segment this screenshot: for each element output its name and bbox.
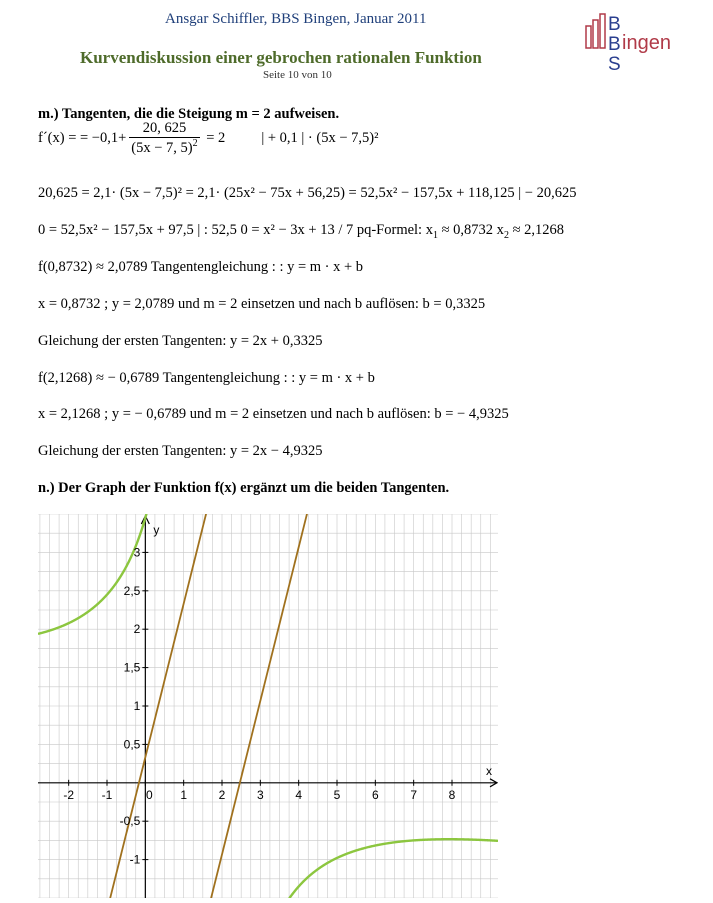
derivative-fraction [129,120,199,157]
derivative-lhs: f´(x) = = −0,1+ [38,129,127,146]
x-tick-label: 7 [410,787,418,802]
y-tick-label: 3 [133,545,141,560]
equation-line-3: 0 = 52,5x² − 157,5x + 97,5 | : 52,5 0 = x² − 3x + 13 / 7 pq-Formel: $x_1 \approx 0,8732$ $x_2 \approx 2,1268$ [38,222,565,241]
y-tick-label: -1 [129,852,141,867]
y-axis-label: y [153,523,160,537]
function-graph [38,514,498,898]
section-n-heading: n.) Der Graph der Funktion f(x) ergänzt um die beiden Tangenten. [38,480,450,496]
logo-letter-b1: B [608,14,621,35]
x-tick-label: 6 [371,787,379,802]
fraction-denominator: (5x − 7, 5)$^2$ [131,138,198,156]
x-tick-label: 0 [145,787,153,802]
derivative-operations: | + 0,1 | · (5x − 7,5)² [261,129,379,146]
x-tick-label: 3 [256,787,264,802]
x-tick-label: 5 [333,787,341,802]
equation-line-4: f(0,8732) ≈ 2,0789 Tangentengleichung : : y = m · x + b [38,259,364,275]
document-title: Kurvendiskussion einer gebrochen rationalen Funktion [80,48,482,67]
header-author: Ansgar Schiffler, BBS Bingen, Januar 2011 [165,11,427,27]
equation-line-6: Gleichung der ersten Tangenten: y = 2x + 0,3325 [38,333,323,349]
page-number: Seite 10 von 10 [263,69,332,81]
y-tick-label: 0,5 [123,737,141,752]
equation-line-9: Gleichung der ersten Tangenten: y = 2x − 4,9325 [38,443,323,459]
fraction-numerator: 20, 625 [129,120,199,138]
tick-labels [63,523,492,867]
function-curve-left [38,514,162,637]
y-tick-label: 2,5 [123,583,141,598]
equation-line-5: x = 0,8732 ; y = 2,0789 und m = 2 einsetzen und nach b auflösen: b = 0,3325 [38,296,486,312]
y-tick-label: 1,5 [123,660,141,675]
x-tick-label: -2 [63,787,75,802]
x-tick-label: -1 [101,787,113,802]
function-curve-right [257,839,498,898]
x-tick-label: 4 [295,787,303,802]
y-tick-label: 1 [133,699,141,713]
logo-word: ingen [622,32,671,54]
equation-line-8: x = 2,1268 ; y = − 0,6789 und m = 2 einsetzen und nach b auflösen: b = − 4,9325 [38,406,509,422]
y-tick-label: 2 [133,622,141,637]
equation-line-7: f(2,1268) ≈ − 0,6789 Tangentengleichung : : y = m · x + b [38,370,375,386]
section-m-heading: m.) Tangenten, die die Steigung m = 2 aufweisen. [38,106,340,122]
equation-line-2: 20,625 = 2,1· (5x − 7,5)² = 2,1· (25x² − 75x + 56,25) = 52,5x² − 157,5x + 118,125 | − 20,625 [38,185,577,201]
logo-letter-s: S [608,54,621,72]
x-tick-label: 1 [180,787,188,802]
derivative-equation [38,120,378,157]
derivative-rhs: = 2 [202,129,226,146]
y-tick-label: -0,5 [119,814,141,829]
logo-letter-b2: B [608,34,621,55]
bbs-bingen-logo [584,12,694,72]
x-tick-label: 8 [448,787,456,802]
x-axis-label: x [486,763,492,778]
x-tick-label: 2 [218,787,226,802]
